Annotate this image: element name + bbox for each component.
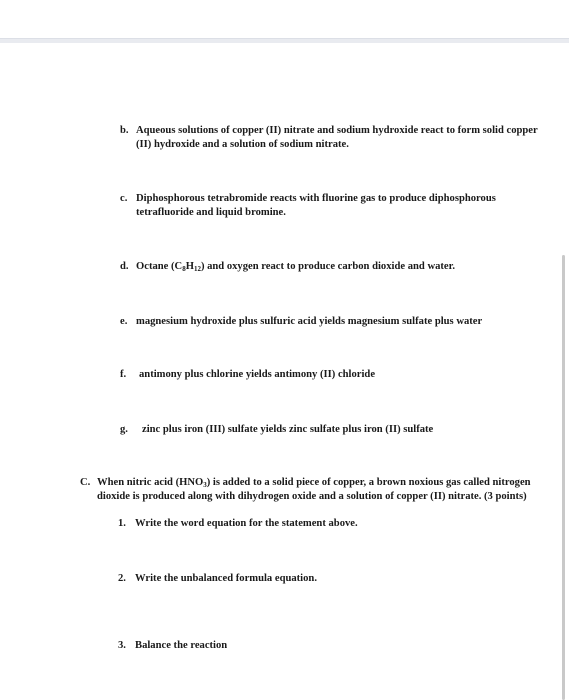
- item-text-line: Aqueous solutions of copper (II) nitrate and sodium hydroxide react to form solid copper: [136, 125, 538, 136]
- subitem-text: Write the unbalanced formula equation.: [135, 573, 317, 584]
- item-text-line: antimony plus chlorine yields antimony (II) chloride: [139, 369, 376, 380]
- subitem-text: Balance the reaction: [135, 640, 228, 651]
- item-text-line: zinc plus iron (III) sulfate yields zinc sulfate plus iron (II) sulfate: [142, 424, 434, 435]
- item-text-line: Diphosphorous tetrabromide reacts with fluorine gas to produce diphosphorous: [136, 193, 496, 204]
- subitem-marker: 3.: [118, 640, 126, 651]
- subitem-text: Write the word equation for the statement above.: [135, 518, 358, 529]
- top-band: [0, 0, 569, 30]
- item-text-line: tetrafluoride and liquid bromine.: [136, 207, 286, 218]
- item-marker: c.: [120, 193, 128, 204]
- item-marker: b.: [120, 125, 129, 136]
- section-text-line: dioxide is produced along with dihydrogen oxide and a solution of copper (II) nitrate. (3 points): [97, 491, 527, 502]
- item-marker: e.: [120, 316, 128, 327]
- section-text-line: When nitric acid $(HNO_3)$ is added to a solid piece of copper, a brown noxious gas called nitrogen: [97, 477, 531, 489]
- item-marker: d.: [120, 261, 129, 272]
- item-marker: f.: [120, 369, 127, 380]
- subitem-marker: 2.: [118, 573, 126, 584]
- item-marker: g.: [120, 424, 128, 435]
- section-marker: C.: [80, 477, 91, 488]
- item-text-line: (II) hydroxide and a solution of sodium nitrate.: [136, 139, 349, 150]
- subitem-marker: 1.: [118, 518, 126, 529]
- item-text-line: Octane $(C_8H_{12})$ and oxygen react to produce carbon dioxide and water.: [136, 261, 455, 273]
- item-text-line: magnesium hydroxide plus sulfuric acid yields magnesium sulfate plus water: [136, 316, 483, 327]
- scrollbar[interactable]: [562, 255, 565, 700]
- page-separator: [0, 38, 569, 43]
